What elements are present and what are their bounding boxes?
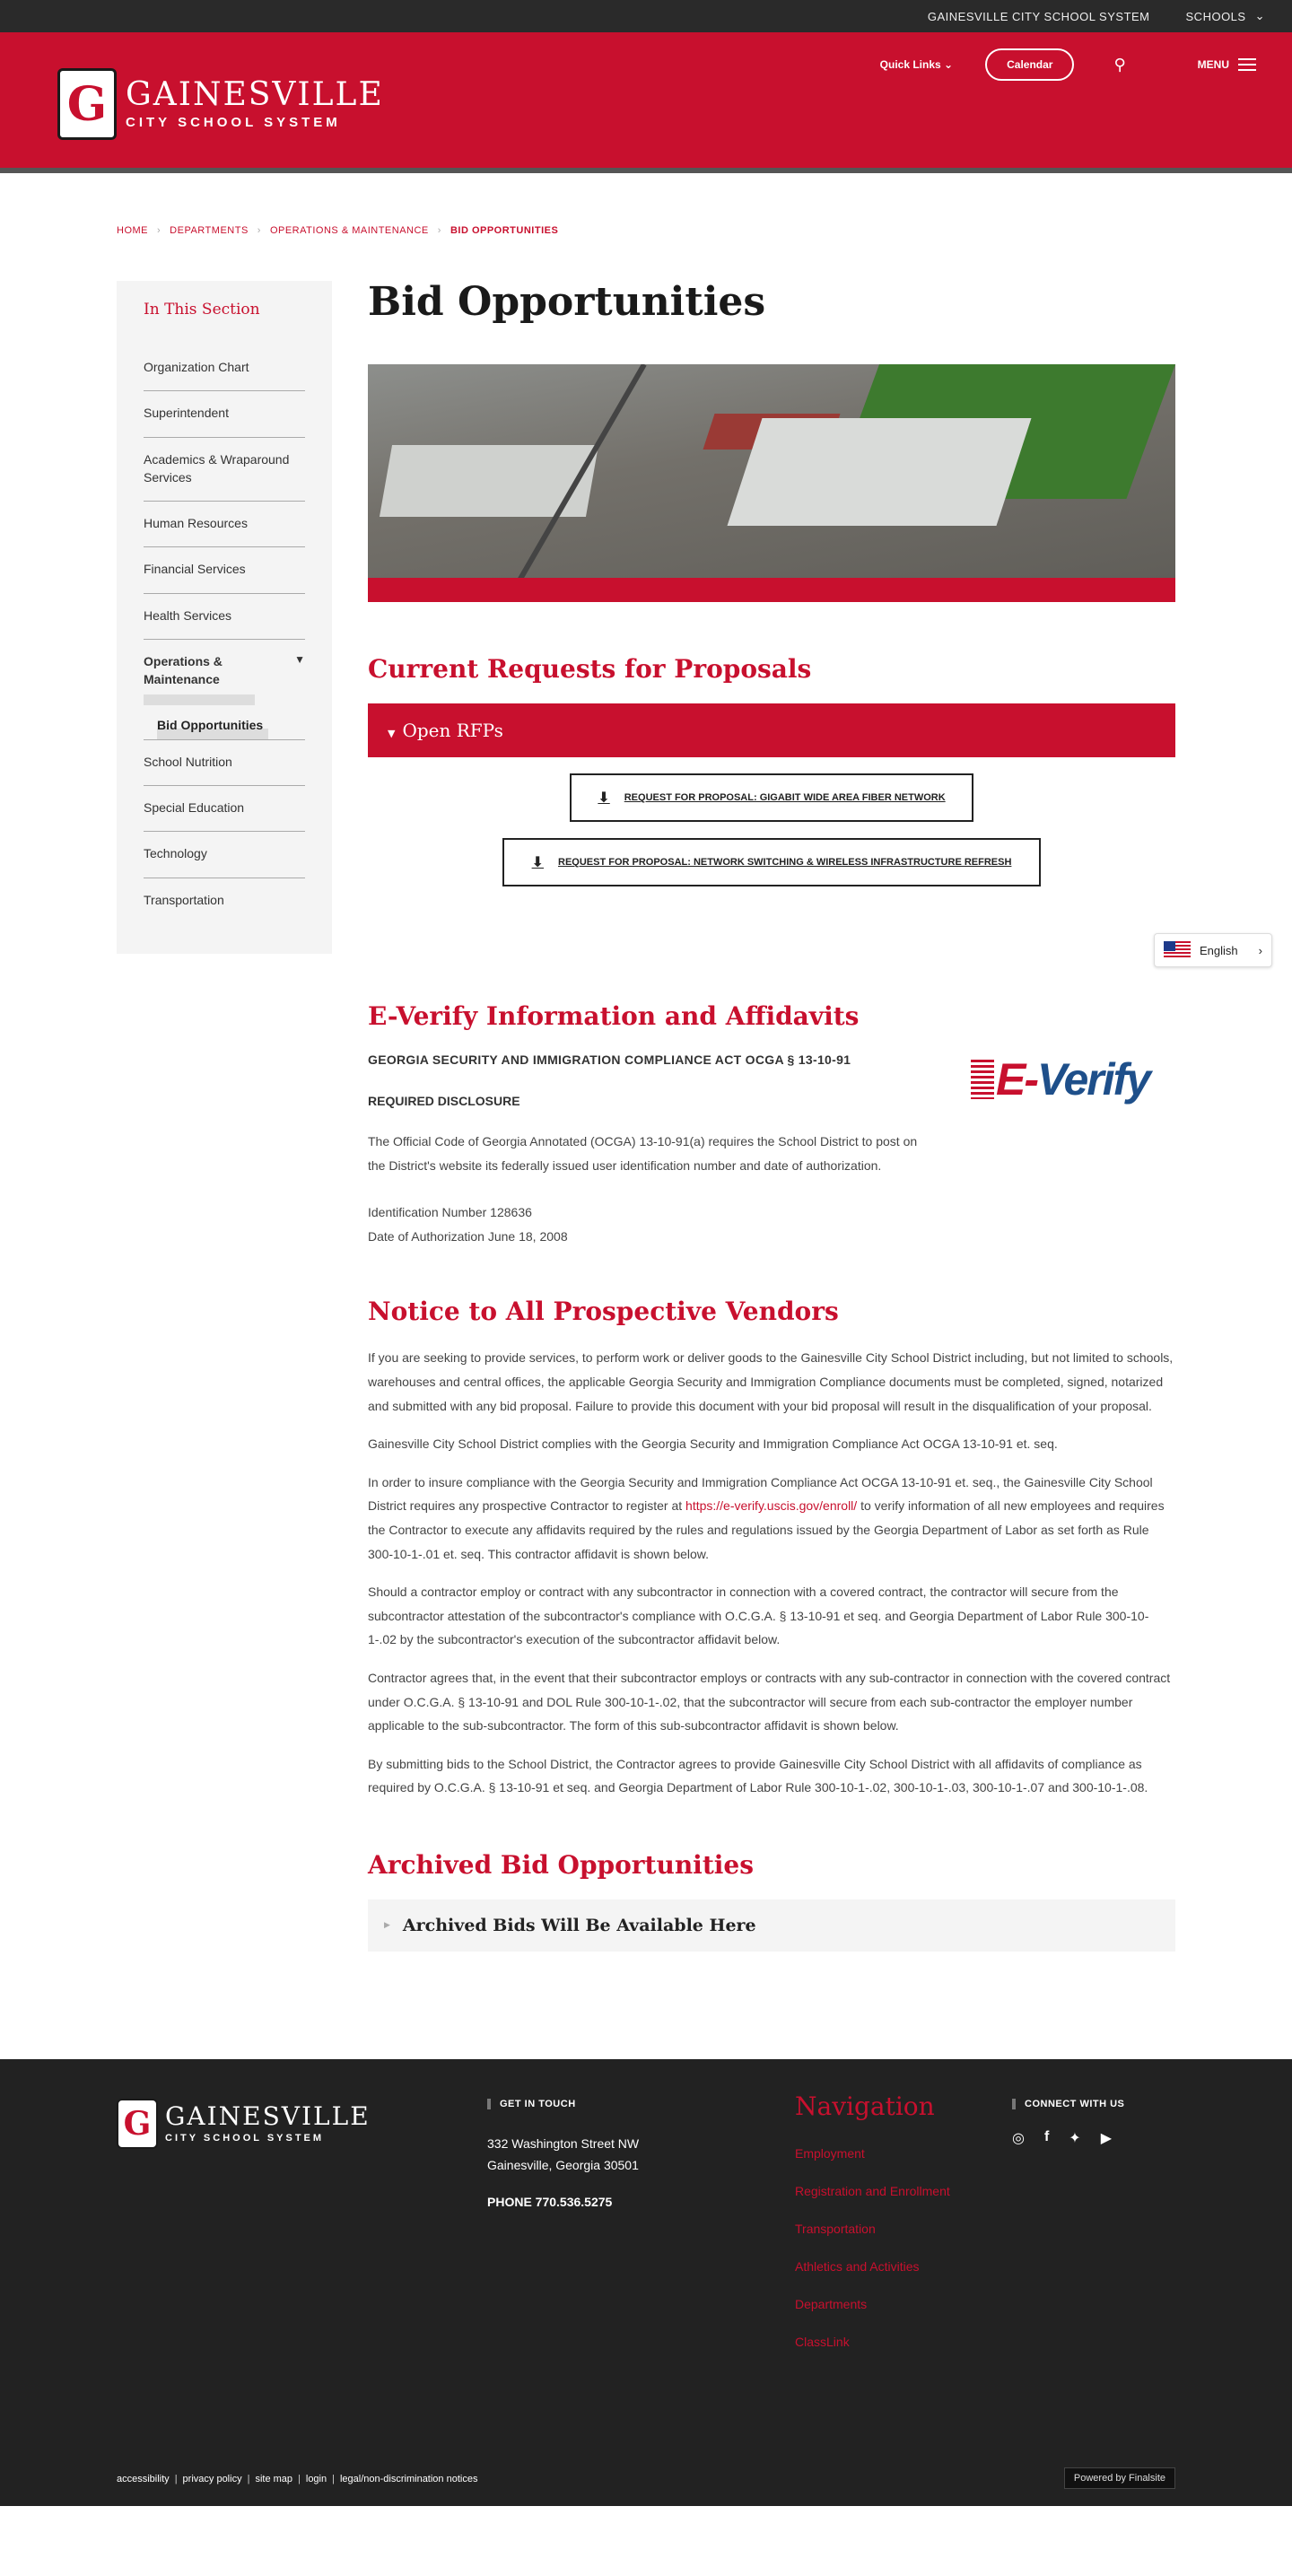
section-sidebar [117, 281, 332, 954]
schools-label: SCHOOLS [1185, 9, 1246, 23]
notice-title: Notice to All Prospective Vendors [368, 1297, 839, 1327]
archived-accordion-label: Archived Bids Will Be Available Here [402, 1915, 756, 1935]
everify-id-number [368, 1201, 1175, 1248]
everify-id-number-text: Identification Number 128636 [368, 1205, 532, 1220]
notice-paragraph-3-a: In order to insure compliance with the Georgia Security and Immigration Compliance Act OCGA 13-10-91 et. seq., the Gainesville City School District requires any prospective Contractor to register at [368, 1474, 1153, 1514]
sidebar-highlight [144, 694, 255, 705]
district-link[interactable]: GAINESVILLE CITY SCHOOL SYSTEM [927, 9, 1150, 23]
site-logo[interactable] [57, 68, 384, 140]
notice-paragraph-3 [368, 1471, 1175, 1566]
logo-badge-icon: G [57, 68, 117, 140]
youtube-icon[interactable]: ▶ [1100, 2130, 1113, 2146]
sidebar-sub-label: Bid Opportunities [157, 717, 264, 732]
triangle-down-icon: ▼ [388, 727, 396, 739]
contact-title: GET IN TOUCH [487, 2099, 639, 2109]
logo-badge-icon: G [117, 2099, 158, 2149]
quick-links-label: Quick Links [879, 58, 941, 71]
notice-paragraph-2: Gainesville City School District complies with the Georgia Security and Immigration Compliance Act OCGA 13-10-91 et. seq. [368, 1436, 1058, 1452]
everify-logo-verify: Verify [1037, 1054, 1150, 1105]
rfp-network-switching-label: REQUEST FOR PROPOSAL: NETWORK SWITCHING & WIRELESS INFRASTRUCTURE REFRESH [558, 857, 1012, 868]
triangle-down-icon[interactable]: ▼ [294, 653, 305, 667]
phone-number[interactable]: PHONE 770.536.5275 [487, 2194, 613, 2209]
archived-section [368, 1850, 1175, 1952]
breadcrumb-home[interactable]: HOME [117, 225, 148, 236]
everify-logo [971, 1048, 1168, 1111]
sidebar-item-technology[interactable]: Technology [144, 832, 305, 878]
notice-paragraph-1: If you are seeking to provide services, to perform work or deliver goods to the Gainesville City School District including, but not limited to schools, warehouses and central offices, the applicable Georgia Security and Immigration Compliance documents must be completed, signed, notarized and submitted with any bid proposal. Failure to provide this document with your bid proposal will result in the disqualification of your proposal. [368, 1350, 1174, 1413]
sidebar-item-organization-chart[interactable]: Organization Chart [144, 345, 305, 391]
site-footer [0, 2059, 1292, 2506]
facebook-icon[interactable]: f [1043, 2128, 1050, 2144]
rfp-section-title: Current Requests for Proposals [368, 654, 812, 684]
breadcrumb-operations[interactable]: OPERATIONS & MAINTENANCE [269, 225, 429, 236]
privacy-policy-link[interactable]: privacy policy [182, 2473, 242, 2484]
chevron-right-icon: › [257, 225, 261, 236]
footer-link-athletics[interactable]: Athletics and Activities [795, 2258, 920, 2274]
sidebar-item-transportation[interactable]: Transportation [144, 892, 224, 907]
language-label: English [1200, 943, 1238, 957]
legal-notices-link[interactable]: legal/non-discrimination notices [339, 2473, 478, 2484]
address-line-1: 332 Washington Street NW [487, 2135, 640, 2151]
everify-paragraph: The Official Code of Georgia Annotated (OCGA) 13-10-91(a) requires the School District to post on the District's website its federally issued user identification number and date of authorization. [368, 1134, 918, 1173]
footer-link-registration[interactable]: Registration and Enrollment [795, 2183, 950, 2198]
footer-contact [487, 2099, 639, 2209]
utility-bar [0, 0, 1292, 32]
logo-sub-text: CITY SCHOOL SYSTEM [126, 114, 341, 130]
everify-act: GEORGIA SECURITY AND IMMIGRATION COMPLIANCE ACT OCGA § 13-10-91 [368, 1052, 851, 1067]
triangle-right-icon: ▶ [384, 1920, 390, 1930]
notice-paragraph-4: Should a contractor employ or contract with any subcontractor in connection with a covered contract, the contractor will secure from the subcontractor attestation of the subcontractor's compliance with O.C.G.A. § 13-10-91 et seq. and Georgia Department of Labor Rule 300-10-1-.02 by the subcontractor's execution of the subcontractor affidavit below. [368, 1585, 1149, 1647]
schools-dropdown[interactable] [1186, 9, 1265, 23]
download-icon: ⬇ [531, 855, 544, 870]
sidebar-item-superintendent[interactable]: Superintendent [144, 391, 305, 437]
breadcrumb-current: BID OPPORTUNITIES [450, 225, 559, 236]
menu-button[interactable] [1198, 58, 1256, 71]
footer-link-transportation[interactable]: Transportation [795, 2221, 876, 2236]
site-map-link[interactable]: site map [255, 2473, 293, 2484]
footer-logo-main: GAINESVILLE [165, 2100, 371, 2131]
notice-section [368, 1297, 1175, 1800]
archived-title: Archived Bid Opportunities [368, 1849, 754, 1880]
logo-main-text: GAINESVILLE [126, 75, 384, 113]
footer-link-departments[interactable]: Departments [795, 2296, 868, 2311]
powered-by-badge[interactable]: Powered by Finalsite [1064, 2467, 1175, 2489]
footer-link-classlink[interactable]: ClassLink [795, 2334, 850, 2349]
chevron-down-icon: ⌄ [944, 58, 954, 71]
hero-image [368, 364, 1175, 602]
rfp-network-switching-button[interactable] [502, 838, 1041, 886]
sidebar-item-bid-opportunities[interactable] [144, 705, 305, 740]
chevron-right-icon: › [157, 225, 162, 236]
chevron-down-icon: ⌄ [1254, 9, 1265, 22]
everify-section [368, 1001, 1175, 1248]
everify-enroll-link[interactable]: https://e-verify.uscis.gov/enroll/ [685, 1498, 858, 1514]
download-icon: ⬇ [598, 790, 610, 806]
footer-logo[interactable] [117, 2099, 371, 2149]
rfp-fiber-network-button[interactable] [570, 773, 973, 822]
us-flag-icon [1164, 941, 1191, 959]
everify-auth-date: Date of Authorization June 18, 2008 [368, 1228, 568, 1244]
address-line-2: Gainesville, Georgia 30501 [487, 2158, 639, 2173]
site-header [0, 32, 1292, 173]
main-content [368, 281, 1175, 1952]
notice-paragraph-5: Contractor agrees that, in the event that their subcontractor employs or contracts with any sub-contractor in connection with the covered contract under O.C.G.A. § 13-10-91 and DOL Rule 300-10-1-.02, that the subcontractor will secure from each sub-contractor the employer number applicable to the sub-subcontractor. The form of this sub-subcontractor affidavit is shown below. [368, 1670, 1171, 1733]
sidebar-title: In This Section [144, 301, 260, 319]
footer-link-employment[interactable]: Employment [795, 2145, 865, 2161]
sidebar-item-academics[interactable]: Academics & Wraparound Services [144, 438, 305, 502]
everify-title: E-Verify Information and Affidavits [368, 1001, 860, 1031]
calendar-button[interactable]: Calendar [985, 48, 1074, 81]
footer-navigation [795, 2091, 950, 2349]
notice-paragraph-6: By submitting bids to the School District, the Contractor agrees to provide Gainesville City School District with all affidavits of compliance as required by O.C.G.A. § 13-10-91 et seq. and Georgia Department of Labor Rule 300-10-1-.02, 300-10-1-.03, 300-10-1-.07 and 300-10-1-.08. [368, 1756, 1148, 1795]
sidebar-item-operations[interactable] [144, 640, 305, 696]
menu-label: MENU [1197, 58, 1229, 71]
sidebar-item-operations-label: Operations & Maintenance [144, 654, 223, 687]
accessibility-link[interactable]: accessibility [117, 2473, 170, 2484]
breadcrumb [117, 225, 1292, 236]
chevron-right-icon: › [1258, 943, 1262, 957]
twitter-icon[interactable]: ✦ [1069, 2130, 1081, 2146]
everify-logo-e: E- [996, 1054, 1037, 1105]
footer-bottom-links: accessibility | privacy policy | site map | login | legal/non-discrimination notices [117, 2473, 478, 2484]
open-rfps-label: Open RFPs [402, 720, 503, 741]
social-title: CONNECT WITH US [1012, 2099, 1124, 2109]
archived-accordion[interactable] [368, 1899, 1175, 1952]
sidebar-item-human-resources[interactable]: Human Resources [144, 502, 305, 547]
hamburger-icon [1238, 58, 1256, 71]
sidebar-item-financial-services[interactable]: Financial Services [144, 547, 305, 593]
footer-logo-sub: CITY SCHOOL SYSTEM [165, 2132, 325, 2144]
everify-disclosure: REQUIRED DISCLOSURE [368, 1094, 520, 1108]
quick-links-button[interactable] [880, 58, 953, 71]
hero-red-band [368, 578, 1175, 602]
rfp-fiber-network-label: REQUEST FOR PROPOSAL: GIGABIT WIDE AREA FIBER NETWORK [624, 792, 946, 803]
address [487, 2133, 639, 2177]
language-selector[interactable] [1154, 933, 1272, 967]
sidebar-item-special-education[interactable]: Special Education [144, 786, 305, 832]
login-link[interactable]: login [305, 2473, 327, 2484]
page-title: Bid Opportunities [368, 279, 766, 325]
footer-nav-title: Navigation [795, 2091, 935, 2121]
header-nav [880, 48, 1256, 81]
footer-social [1012, 2099, 1124, 2147]
chevron-right-icon: › [437, 225, 441, 236]
notice-paragraph-3-b: to verify information of all new employees and requires the Contractor to execute any affidavits required by the rules and regulations issued by the Georgia Department of Labor as set forth as Rule 300-10-1-.01 et. seq. This contractor affidavit is shown below. [368, 1498, 1165, 1561]
sidebar-item-health-services[interactable]: Health Services [144, 594, 305, 640]
sidebar-item-school-nutrition[interactable]: School Nutrition [144, 740, 305, 786]
breadcrumb-departments[interactable]: DEPARTMENTS [170, 225, 249, 236]
search-icon[interactable]: ⚲ [1113, 55, 1126, 74]
instagram-icon[interactable]: ◎ [1012, 2130, 1025, 2146]
flag-icon [971, 1060, 994, 1099]
open-rfps-accordion[interactable] [368, 703, 1175, 757]
